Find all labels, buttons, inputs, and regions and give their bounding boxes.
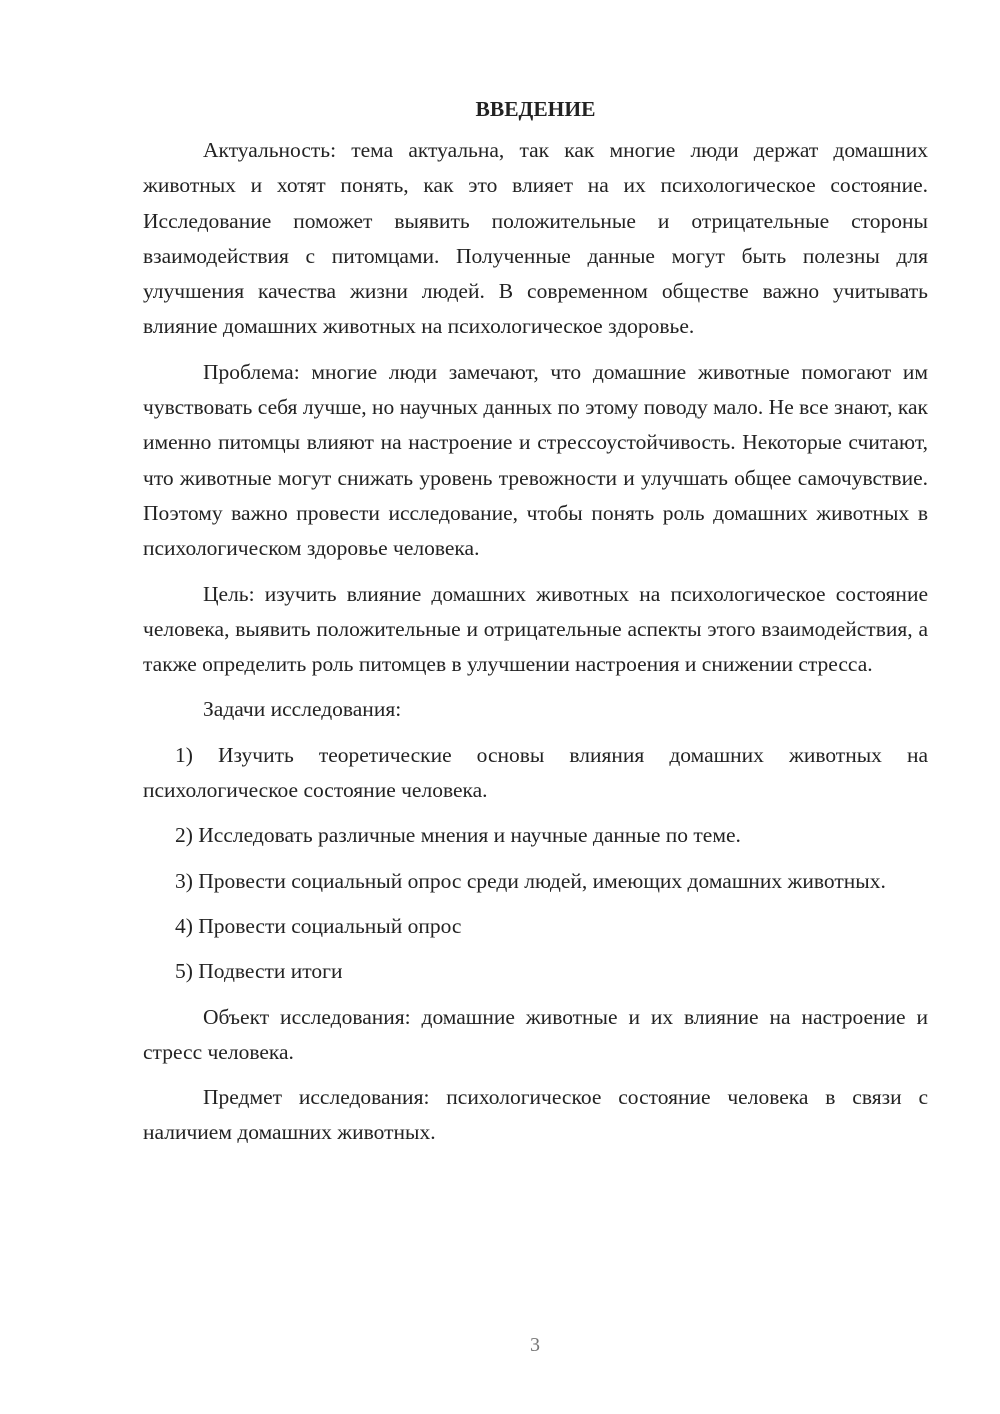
task-item: 3) Провести социальный опрос среди людей, имеющих домашних животных.	[175, 868, 886, 893]
page-number: 3	[530, 1334, 540, 1356]
task-item: 1) Изучить теоретические основы влияния домашних животных на психологическое состояние человека.	[143, 742, 928, 803]
tasks-heading: Задачи исследования:	[203, 697, 402, 722]
goal-paragraph: Цель: изучить влияние домашних животных на психологическое состояние человека, выявить положительные и отрицательные аспекты этого взаимодействия, а также определить роль питомцев в улучшении настроения и снижении стресса.	[143, 581, 928, 677]
task-item: 2) Исследовать различные мнения и научные данные по теме.	[175, 823, 741, 848]
problem-paragraph: Проблема: многие люди замечают, что домашние животные помогают им чувствовать себя лучше, но научных данных по этому поводу мало. Не все знают, как именно питомцы влияют на настроение и стрессоустойчивость. Некоторые считают, что животные могут снижать уровень тревожности и улучшать общее самочувствие. Поэтому важно провести исследование, чтобы понять роль домашних животных в психологическом здоровье человека.	[143, 359, 928, 561]
document-page	[143, 92, 928, 1161]
relevance-paragraph: Актуальность: тема актуальна, так как многие люди держат домашних животных и хотят понять, как это влияет на их психологическое состояние. Исследование поможет выявить положительные и отрицательные стороны взаимодействия с питомцами. Полученные данные могут быть полезны для улучшения качества жизни людей. В современном обществе важно учитывать влияние домашних животных на психологическое здоровье.	[143, 138, 928, 339]
object-paragraph: Объект исследования: домашние животные и их влияние на настроение и стресс человека.	[143, 1004, 928, 1064]
task-item: 5) Подвести итоги	[175, 959, 343, 984]
subject-paragraph: Предмет исследования: психологическое состояние человека в связи с наличием домашних животных.	[143, 1085, 928, 1145]
page-title: ВВЕДЕНИЕ	[475, 97, 596, 121]
task-item: 4) Провести социальный опрос	[175, 913, 462, 938]
